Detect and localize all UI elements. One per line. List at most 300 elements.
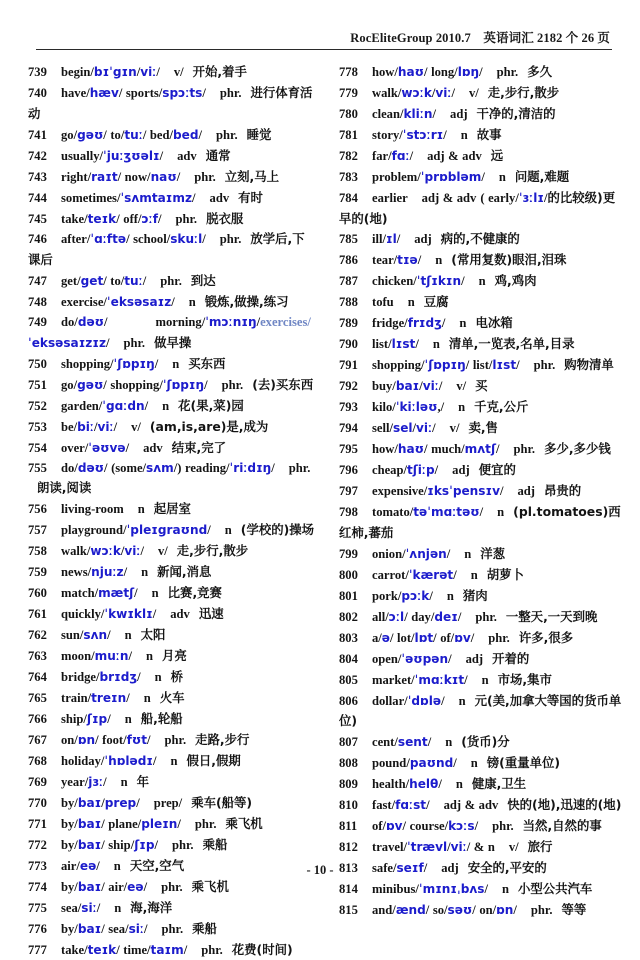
entry-word: health/ — [372, 777, 410, 792]
part-of-speech: n — [113, 858, 121, 873]
entry-word: buy/ — [372, 379, 396, 394]
entry-word-continuation: / shopping/ — [103, 377, 163, 392]
dictionary-entry — [339, 565, 622, 586]
chinese-definition: 电冰箱 — [475, 315, 513, 331]
chinese-definition: 比赛,竞赛 — [167, 585, 222, 601]
entry-number: 794 — [339, 421, 358, 436]
entry-number: 781 — [339, 127, 358, 142]
entry-word-continuation: / — [156, 65, 160, 79]
entry-word-continuation: / — [412, 421, 417, 436]
chinese-definition: 假日,假期 — [186, 752, 241, 768]
phonetic-transcription: ˈkiːləʊ — [395, 400, 438, 415]
part-of-speech: phr. — [123, 335, 146, 350]
chinese-definition: 开着的 — [492, 650, 530, 666]
part-of-speech: prep/ — [153, 795, 183, 810]
phonetic-transcription: prep — [104, 795, 137, 810]
chinese-definition: 小型公共汽车 — [517, 881, 593, 897]
entry-word-continuation: / ship/ — [101, 837, 135, 852]
entry-columns — [28, 62, 622, 957]
entry-word-continuation: / — [136, 65, 141, 79]
dictionary-entry — [28, 292, 317, 313]
part-of-speech: phr. — [194, 816, 217, 831]
phonetic-transcription: ˈɜːlɪ — [518, 190, 544, 205]
part-of-speech: n — [455, 777, 463, 792]
part-of-speech: n — [446, 588, 454, 603]
part-of-speech: adj — [414, 232, 432, 247]
chinese-definition: 旅行 — [527, 839, 553, 855]
phonetic-transcription: dəʊ — [77, 315, 105, 330]
entry-number: 755 — [28, 460, 47, 475]
entry-word-faded: exercises/ — [260, 315, 311, 330]
phonetic-transcription: ˈtʃɪkɪn — [416, 274, 462, 289]
entry-word-continuation: / air/ — [101, 879, 128, 894]
entry-word: list/ — [372, 337, 392, 352]
chinese-definition: 便宜的 — [478, 462, 516, 478]
phonetic-transcription: helθ — [409, 777, 439, 792]
entry-number: 777 — [28, 942, 47, 957]
entry-word: by/ — [61, 816, 78, 831]
entry-word-continuation: / — [479, 505, 484, 520]
phonetic-transcription: ˈkwɪklɪ — [104, 607, 153, 622]
part-of-speech: adj — [450, 106, 468, 121]
entry-word-continuation: / — [495, 442, 500, 457]
phonetic-transcription: ɒv — [454, 630, 471, 645]
chinese-definition: 乘飞机 — [191, 878, 229, 894]
entry-number: 815 — [339, 903, 358, 918]
entry-number: 776 — [28, 921, 47, 936]
entry-word-continuation: / — [457, 609, 462, 624]
phonetic-transcription: baɪ — [77, 921, 102, 936]
dictionary-entry — [28, 604, 317, 625]
dictionary-entry — [28, 562, 317, 583]
phonetic-transcription: ˈgɑːdn — [102, 398, 145, 413]
dictionary-entry — [339, 250, 622, 271]
phonetic-transcription: viː — [416, 421, 433, 436]
part-of-speech: n — [478, 274, 486, 289]
entry-word: right/ — [61, 169, 92, 184]
chinese-definition: 放学后,下课后 — [28, 231, 305, 268]
entry-number: 746 — [28, 232, 47, 247]
part-of-speech: adj & adv — [443, 798, 499, 813]
entry-word-continuation: / — [107, 711, 111, 726]
entry-word-continuation: / — [417, 253, 422, 268]
dictionary-entry — [28, 520, 317, 541]
entry-word-continuation: / — [481, 169, 485, 184]
dictionary-entry — [28, 83, 317, 124]
chinese-definition: 鸡,鸡肉 — [494, 273, 537, 289]
part-of-speech: phr. — [171, 837, 194, 852]
dictionary-entry — [28, 940, 317, 960]
entry-word-continuation: / — [441, 316, 446, 331]
chinese-definition: 进行体育活动 — [28, 84, 313, 121]
part-of-speech: phr. — [488, 630, 510, 645]
chinese-definition: 许多,很多 — [518, 629, 574, 645]
entry-word-continuation: / — [192, 190, 196, 205]
entry-number: 770 — [28, 795, 47, 810]
chinese-definition: 买东西 — [188, 355, 226, 371]
entry-word: how/ — [372, 65, 398, 79]
entry-word: by/ — [61, 837, 78, 852]
phonetic-transcription: ɔːf — [141, 211, 158, 226]
entry-word-continuation: / foot/ — [95, 732, 127, 747]
entry-word: ship/ — [61, 711, 87, 726]
part-of-speech: adv — [209, 190, 230, 205]
entry-number: 809 — [339, 777, 358, 792]
phonetic-transcription: hæv — [89, 85, 119, 100]
dictionary-entry — [339, 83, 622, 104]
entry-word: ill/ — [372, 232, 386, 247]
entry-word-continuation: / — [113, 419, 118, 434]
chinese-definition: 多久 — [527, 64, 552, 79]
entry-word-continuation: / long/ — [424, 65, 458, 79]
entry-word-continuation: / — [438, 777, 442, 792]
phonetic-transcription: mætʃ — [98, 586, 135, 601]
phonetic-transcription: skuːl — [170, 232, 203, 247]
entry-number: 740 — [28, 85, 47, 100]
entry-number: 811 — [339, 819, 358, 834]
chinese-definition: 病的,不健康的 — [440, 231, 520, 247]
part-of-speech: n — [470, 567, 478, 582]
dictionary-entry — [339, 376, 622, 397]
entry-word: story/ — [372, 127, 403, 142]
entry-number: 782 — [339, 148, 358, 163]
chinese-definition: 健康,卫生 — [471, 776, 527, 792]
entry-word: cent/ — [372, 735, 398, 750]
entry-number: 765 — [28, 690, 47, 705]
dictionary-entry — [339, 188, 622, 229]
chinese-definition: 的比较级)更早的(地) — [339, 189, 616, 226]
phonetic-transcription: tɪə — [397, 253, 418, 268]
dictionary-entry — [28, 354, 317, 375]
phonetic-transcription: ˈprɒbləm — [420, 169, 482, 184]
entry-word: and/ — [372, 903, 396, 918]
chinese-definition: 问题,难题 — [514, 168, 570, 184]
entry-word: dollar/ — [372, 693, 408, 708]
dictionary-entry — [28, 688, 317, 709]
entry-word-continuation: / — [446, 546, 451, 561]
entry-word-continuation: / — [142, 274, 147, 289]
entry-word-continuation: / — [128, 649, 132, 663]
dictionary-entry — [28, 209, 317, 230]
entry-word-continuation: / — [419, 379, 423, 394]
dictionary-entry — [28, 814, 317, 835]
chinese-definition: 做早操 — [154, 334, 192, 350]
part-of-speech: n — [172, 356, 180, 371]
entry-word: morning/ — [155, 315, 206, 330]
entry-word: go/ — [61, 127, 78, 142]
entry-word-continuation: / — [256, 315, 261, 330]
entry-word-continuation: / — [513, 903, 517, 918]
part-of-speech: n — [501, 882, 509, 897]
entry-number: 803 — [339, 630, 358, 645]
part-of-speech: n — [435, 253, 443, 268]
phonetic-transcription: frɪdʒ — [407, 316, 442, 331]
entry-word: sell/ — [372, 421, 393, 436]
part-of-speech: v/ — [157, 544, 168, 559]
entry-word-continuation: / — [103, 774, 107, 789]
entry-note: ( early/ — [480, 190, 519, 205]
entry-number: 754 — [28, 440, 47, 455]
chinese-definition: 新闻,消息 — [157, 564, 212, 580]
entry-number: 761 — [28, 607, 47, 622]
entry-word-continuation: /) reading/ — [173, 460, 230, 475]
entry-word: take/ — [61, 211, 88, 226]
chinese-definition: 开始,着手 — [192, 64, 247, 79]
entry-word: playground/ — [61, 523, 127, 538]
entry-number: 787 — [339, 274, 358, 289]
dictionary-entry — [28, 499, 317, 520]
right-column — [325, 62, 622, 918]
part-of-speech: n — [143, 690, 151, 705]
phonetic-transcription: siː — [128, 921, 144, 936]
chinese-definition: 安全的,平安的 — [467, 860, 547, 876]
phonetic-transcription: fʊt — [126, 732, 148, 747]
entry-word-continuation: / — [198, 127, 202, 142]
part-of-speech: v/ — [468, 85, 479, 100]
phonetic-transcription: ɒn — [77, 732, 96, 747]
entry-number: 762 — [28, 628, 47, 643]
entry-number: 759 — [28, 565, 47, 580]
entry-word-continuation: / — [207, 523, 211, 538]
entry-word-continuation: / — [434, 463, 439, 478]
chinese-definition: 朗读,阅读 — [37, 480, 92, 496]
part-of-speech: phr. — [161, 921, 184, 936]
entry-word-continuation: / — [202, 85, 206, 100]
entry-number: 808 — [339, 756, 358, 771]
dictionary-entry — [28, 146, 317, 167]
chinese-definition: 花费(时间) — [231, 941, 293, 957]
phonetic-transcription: ˈriːdɪŋ — [229, 460, 272, 475]
part-of-speech: n — [464, 546, 472, 561]
entry-word-continuation: / — [134, 586, 138, 601]
phonetic-transcription: viː — [435, 85, 452, 100]
phonetic-transcription: deɪ — [434, 609, 458, 624]
dictionary-entry — [28, 459, 317, 499]
entry-word-continuation: / — [271, 460, 275, 475]
entry-number: 747 — [28, 274, 47, 289]
phonetic-transcription: taɪm — [150, 942, 184, 957]
entry-word-continuation: / now/ — [117, 169, 151, 184]
chinese-definition: 乘飞机 — [225, 815, 263, 831]
entry-word-continuation: / school/ — [126, 232, 171, 247]
chinese-definition: 镑(重量单位) — [486, 755, 561, 771]
phonetic-transcription: wɔːk — [401, 85, 432, 100]
entry-word: tomato/ — [372, 505, 414, 520]
entry-word: begin/ — [61, 65, 94, 79]
entry-number: 752 — [28, 398, 47, 413]
part-of-speech: adj & adv — [427, 148, 482, 163]
entry-word-continuation: / — [448, 651, 452, 666]
part-of-speech: n — [460, 127, 468, 142]
entry-number: 769 — [28, 774, 47, 789]
dictionary-entry — [339, 334, 622, 355]
chinese-definition: 买 — [475, 378, 488, 394]
dictionary-entry — [28, 835, 317, 856]
chinese-definition: 洋葱 — [480, 545, 506, 561]
entry-word-continuation: / much/ — [424, 442, 465, 457]
part-of-speech: phr. — [219, 85, 242, 100]
phonetic-transcription: lɪst — [391, 337, 416, 352]
chinese-definition: 锻炼,做操,练习 — [204, 294, 289, 310]
entry-word-continuation: / (some/ — [104, 460, 147, 475]
part-of-speech: phr. — [288, 460, 311, 475]
entry-word: earlier — [372, 190, 408, 205]
part-of-speech: adj & adv — [421, 190, 477, 205]
phonetic-transcription: njuːz — [91, 565, 124, 580]
entry-number: 743 — [28, 169, 47, 184]
dictionary-entry — [28, 417, 317, 438]
entry-word: carrot/ — [372, 567, 409, 582]
dictionary-entry — [339, 62, 622, 83]
entry-word-continuation: / & n — [466, 840, 495, 855]
phonetic-transcription: ɪl — [386, 232, 397, 247]
phonetic-transcription: viː — [97, 419, 114, 434]
entry-word-continuation: / — [484, 882, 488, 897]
chinese-definition: 太阳 — [140, 627, 166, 643]
part-of-speech: n — [137, 502, 145, 517]
phonetic-transcription: ˈeksəsaɪzɪz — [28, 335, 106, 350]
phonetic-transcription: muːn — [94, 649, 129, 663]
phonetic-transcription: səʊ — [447, 903, 473, 918]
dictionary-entry — [28, 772, 317, 793]
part-of-speech: adj — [517, 484, 535, 499]
dictionary-entry — [28, 541, 317, 562]
part-of-speech: phr. — [533, 358, 556, 373]
entry-number: 795 — [339, 442, 358, 457]
entry-number: 775 — [28, 900, 47, 915]
phonetic-transcription: tuː — [124, 274, 143, 289]
phonetic-transcription: eə — [127, 879, 144, 894]
entry-word-continuation: / — [147, 732, 151, 747]
part-of-speech: adj — [465, 651, 484, 666]
chinese-definition: 走,步行,散步 — [487, 84, 560, 100]
entry-word-continuation: / — [543, 190, 548, 205]
entry-word-continuation: / — [120, 544, 125, 559]
dictionary-entry — [339, 502, 622, 543]
entry-number: 774 — [28, 879, 47, 894]
dictionary-entry — [28, 625, 317, 646]
part-of-speech: phr. — [164, 732, 187, 747]
phonetic-transcription: ˈkærət — [408, 567, 454, 582]
entry-word-continuation: / so/ — [425, 903, 448, 918]
entry-word: take/ — [61, 942, 88, 957]
chinese-definition: (常用复数)眼泪,泪珠 — [451, 252, 567, 268]
dictionary-entry — [339, 628, 622, 649]
entry-word-continuation: / sports/ — [118, 85, 163, 100]
chinese-definition: 到达 — [190, 273, 216, 289]
entry-word-continuation: / — [451, 85, 455, 100]
entry-word: match/ — [61, 586, 99, 601]
dictionary-entry — [339, 271, 622, 292]
dictionary-entry — [339, 649, 622, 670]
entry-word: of/ — [372, 819, 386, 834]
phonetic-transcription: tʃiːp — [406, 463, 435, 478]
dictionary-entry — [28, 313, 317, 353]
phonetic-transcription: baɪ — [395, 379, 420, 394]
chinese-definition: 一整天,一天到晚 — [505, 608, 598, 624]
chinese-definition: 市场,集市 — [497, 671, 552, 687]
entry-number: 792 — [339, 379, 358, 394]
entry-word-continuation: / — [461, 274, 465, 289]
entry-word: sun/ — [61, 628, 84, 643]
dictionary-entry — [28, 229, 317, 270]
phonetic-transcription: lɒŋ — [457, 65, 480, 79]
entry-word-continuation: / — [176, 169, 181, 184]
phonetic-transcription: baɪ — [77, 837, 102, 852]
phonetic-transcription: viː — [140, 65, 157, 79]
phonetic-transcription: gəʊ — [77, 127, 104, 142]
entry-word-continuation: / time/ — [116, 942, 151, 957]
phonetic-transcription: ˈjuːʒʊəlɪ — [103, 148, 160, 163]
entry-word-continuation: / — [140, 544, 144, 559]
entry-word-continuation: / — [136, 795, 140, 810]
part-of-speech: adj — [441, 861, 459, 876]
chinese-definition: 卖,售 — [468, 420, 498, 436]
entry-word: do/ — [61, 315, 78, 330]
entry-word-continuation: / — [144, 921, 148, 936]
dictionary-entry — [28, 62, 317, 83]
entry-word: quickly/ — [61, 607, 105, 622]
entry-word-continuation: / lot/ — [390, 630, 415, 645]
entry-word: go/ — [61, 377, 78, 392]
entry-number: 744 — [28, 190, 47, 205]
dictionary-entry — [28, 125, 317, 146]
dictionary-entry — [339, 313, 622, 334]
dictionary-entry — [339, 439, 622, 460]
part-of-speech: n — [151, 586, 159, 601]
entry-word: all/ — [372, 609, 389, 624]
phonetic-transcription: viː — [124, 544, 141, 559]
entry-word: living-room — [61, 502, 124, 517]
entry-word: by/ — [61, 879, 78, 894]
part-of-speech: n — [432, 337, 440, 352]
phonetic-transcription: ˈsʌmtaɪmz — [120, 190, 193, 205]
entry-number: 789 — [339, 316, 358, 331]
header-divider — [36, 49, 612, 50]
entry-number: 768 — [28, 753, 47, 768]
dictionary-entry — [339, 900, 622, 921]
phonetic-transcription: lɒt — [414, 630, 434, 645]
entry-word-continuation: / of/ — [433, 630, 455, 645]
dictionary-entry — [339, 879, 622, 900]
entry-word: travel/ — [372, 840, 407, 855]
chinese-definition: 海,海洋 — [130, 899, 173, 915]
part-of-speech: phr. — [221, 377, 244, 392]
dictionary-entry — [339, 670, 622, 691]
entry-word: walk/ — [61, 544, 91, 559]
entry-word: usually/ — [61, 148, 103, 163]
entry-number: 814 — [339, 882, 358, 897]
dictionary-entry — [28, 583, 317, 604]
entry-word: shopping/ — [372, 358, 425, 373]
phonetic-transcription: ˈpleɪgraʊnd — [126, 523, 208, 538]
chinese-definition: (去)买东西 — [252, 376, 314, 392]
part-of-speech: n — [154, 669, 162, 684]
entry-word-continuation: / to/ — [103, 274, 125, 289]
phonetic-transcription: tuː — [124, 127, 143, 142]
chinese-definition: 干净的,清洁的 — [476, 105, 556, 121]
phonetic-transcription: bɪˈgɪn — [93, 65, 137, 79]
entry-word-continuation: / — [123, 565, 128, 580]
phonetic-transcription: teɪk — [87, 211, 117, 226]
dictionary-entry — [339, 460, 622, 481]
dictionary-entry — [339, 481, 622, 502]
part-of-speech: n — [481, 672, 489, 687]
part-of-speech: n — [124, 628, 132, 643]
entry-number: 753 — [28, 419, 47, 434]
entry-word: exercise/ — [61, 295, 107, 310]
entry-number: 756 — [28, 502, 47, 517]
